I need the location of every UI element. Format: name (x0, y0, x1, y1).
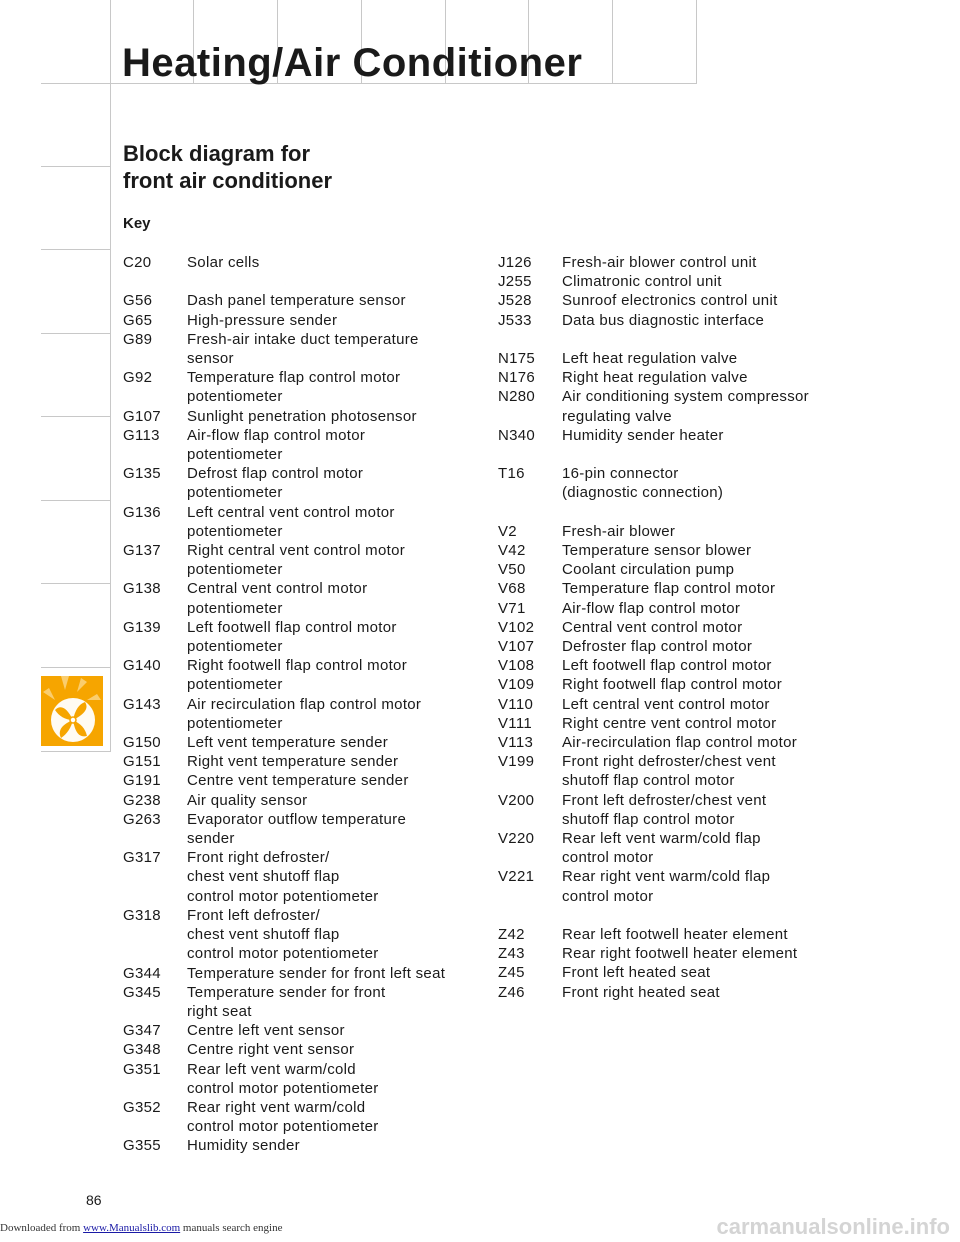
component-description: Data bus diagnostic interface (562, 311, 765, 329)
key-entry (498, 368, 858, 387)
key-entry (123, 714, 493, 733)
key-entry (498, 253, 858, 272)
key-entry (498, 579, 858, 598)
component-code (123, 829, 187, 848)
subtitle-line-2: front air conditioner (123, 168, 332, 193)
component-description: Rear right vent warm/cold (187, 1098, 366, 1116)
component-code: V68 (498, 580, 526, 598)
component-code: G345 (123, 983, 161, 1001)
component-description: Rear left vent warm/cold (187, 1060, 356, 1078)
component-description: control motor (562, 887, 654, 905)
component-description: Rear left footwell heater element (562, 926, 788, 944)
page-number: 86 (86, 1192, 102, 1208)
component-description: Sunroof electronics control unit (562, 292, 778, 310)
component-description: Front left defroster/ (187, 906, 321, 924)
key-label: Key (123, 215, 151, 232)
component-code: G238 (123, 791, 161, 809)
key-entry (498, 407, 858, 426)
component-code: G151 (123, 753, 161, 771)
component-description: sender (187, 830, 235, 848)
component-code (123, 387, 187, 406)
component-code: G317 (123, 849, 161, 867)
component-code: G139 (123, 618, 161, 636)
component-description: control motor potentiometer (187, 1118, 379, 1136)
component-code: G89 (123, 330, 153, 348)
component-code (123, 944, 187, 963)
key-entry (123, 387, 493, 406)
key-list-right (498, 253, 858, 1002)
component-code: J126 (498, 254, 532, 271)
component-description: shutoff flap control motor (562, 772, 735, 790)
component-description: Front left defroster/chest vent (562, 791, 767, 809)
key-entry (123, 906, 493, 925)
key-entry (498, 887, 858, 906)
component-code (123, 599, 187, 618)
key-entry (498, 829, 858, 848)
component-code (123, 445, 187, 464)
component-code (498, 407, 562, 426)
component-description: Right footwell flap control motor (187, 657, 407, 675)
key-entry (123, 829, 493, 848)
component-description: Temperature sensor blower (562, 542, 752, 559)
component-description: Right heat regulation valve (562, 369, 748, 387)
component-description: potentiometer (187, 599, 283, 617)
component-code: V42 (498, 542, 526, 559)
component-code: Z42 (498, 926, 525, 944)
component-description: Right vent temperature sender (187, 753, 399, 771)
component-code: G355 (123, 1137, 161, 1155)
component-code: Z46 (498, 983, 525, 1001)
key-entry (123, 887, 493, 906)
key-entry (123, 1060, 493, 1079)
component-code (123, 1117, 187, 1136)
key-entry (123, 253, 493, 272)
component-code (123, 925, 187, 944)
component-description: potentiometer (187, 446, 283, 464)
key-entry (123, 330, 493, 349)
key-entry (498, 483, 858, 502)
manualslib-link[interactable]: www.Manualslib.com (83, 1222, 181, 1234)
component-description: Air-flow flap control motor (187, 426, 366, 444)
component-description: Solar cells (187, 254, 260, 271)
key-entry (123, 599, 493, 618)
key-entry (123, 1040, 493, 1059)
component-description: Right footwell flap control motor (562, 676, 782, 694)
key-entry (123, 1136, 493, 1155)
component-description: potentiometer (187, 561, 283, 579)
component-description: potentiometer (187, 676, 283, 694)
component-description: Humidity sender (187, 1137, 300, 1155)
component-description: Fresh-air blower control unit (562, 254, 757, 271)
key-entry (498, 771, 858, 790)
component-description: control motor potentiometer (187, 1079, 379, 1097)
component-code: J255 (498, 273, 532, 291)
key-entry (123, 579, 493, 598)
subtitle-line-1: Block diagram for (123, 141, 311, 166)
key-entry (123, 368, 493, 387)
key-entry (123, 1117, 493, 1136)
key-entry (498, 272, 858, 291)
component-code: G92 (123, 369, 153, 387)
key-entry (498, 387, 858, 406)
key-entry (123, 1079, 493, 1098)
component-description: chest vent shutoff flap (187, 926, 340, 944)
component-code: G352 (123, 1098, 161, 1116)
key-entry (498, 675, 858, 694)
component-description: Evaporator outflow temperature (187, 810, 407, 828)
key-entry (123, 541, 493, 560)
key-entry (123, 503, 493, 522)
component-code (123, 675, 187, 694)
component-description: control motor (562, 849, 654, 867)
key-entry (498, 944, 858, 963)
component-description: 16-pin connector (562, 465, 679, 483)
component-code (123, 1002, 187, 1021)
key-entry (123, 944, 493, 963)
component-code: V113 (498, 734, 534, 752)
key-entry (498, 656, 858, 675)
key-entry (498, 637, 858, 656)
component-code: V111 (498, 714, 533, 732)
component-code: N280 (498, 388, 536, 406)
key-entry (498, 349, 858, 368)
component-code (498, 483, 562, 502)
component-code: G136 (123, 503, 161, 521)
component-code: Z43 (498, 945, 525, 963)
component-description: Fresh-air intake duct temperature (187, 330, 419, 348)
key-entry (498, 291, 858, 310)
component-description: Left footwell flap control motor (562, 657, 772, 675)
key-entry (498, 560, 858, 579)
component-description: control motor potentiometer (187, 887, 379, 905)
key-entry (123, 522, 493, 541)
component-code: C20 (123, 254, 152, 271)
key-entry (123, 983, 493, 1002)
component-description: Left central vent control motor (187, 503, 395, 521)
key-entry (123, 733, 493, 752)
component-description: Sunlight penetration photosensor (187, 407, 417, 425)
component-description: potentiometer (187, 388, 283, 406)
component-description: Air-recirculation flap control motor (562, 734, 798, 752)
component-description: Centre left vent sensor (187, 1022, 345, 1040)
component-code: N175 (498, 350, 536, 367)
key-entry (498, 963, 858, 982)
component-description: Central vent control motor (562, 618, 743, 636)
component-code: N176 (498, 369, 536, 387)
component-code: V108 (498, 657, 535, 675)
component-description: Front left heated seat (562, 964, 711, 982)
component-code: V2 (498, 522, 517, 540)
key-entry (498, 733, 858, 752)
key-entry (123, 867, 493, 886)
component-code: G135 (123, 465, 161, 483)
key-entry (123, 848, 493, 867)
key-entry (123, 445, 493, 464)
component-code: G344 (123, 964, 161, 982)
component-description: Right central vent control motor (187, 542, 406, 560)
key-entry (498, 695, 858, 714)
key-entry (498, 791, 858, 810)
key-entry (498, 311, 858, 330)
key-entry (498, 464, 858, 483)
component-description: Left footwell flap control motor (187, 618, 397, 636)
component-code: G137 (123, 542, 161, 560)
watermark: carmanualsonline.info (716, 1214, 950, 1239)
key-entry (498, 810, 858, 829)
component-code: G140 (123, 657, 161, 675)
component-description: Left heat regulation valve (562, 350, 738, 367)
component-code: V200 (498, 791, 535, 809)
key-entry (123, 925, 493, 944)
sun-fan-icon (41, 676, 103, 746)
component-description: Rear right vent warm/cold flap (562, 868, 771, 886)
component-code: G318 (123, 906, 161, 924)
key-entry (123, 1002, 493, 1021)
component-code (123, 637, 187, 656)
component-code: G347 (123, 1022, 161, 1040)
key-entry (123, 810, 493, 829)
component-code (123, 560, 187, 579)
component-code: V50 (498, 561, 526, 579)
component-code (123, 887, 187, 906)
component-description: Fresh-air blower (562, 522, 676, 540)
component-code: V221 (498, 868, 535, 886)
key-entry (498, 618, 858, 637)
component-code (123, 867, 187, 886)
component-code: G113 (123, 426, 160, 444)
component-code: G351 (123, 1060, 161, 1078)
component-description: potentiometer (187, 638, 283, 656)
component-code: G150 (123, 734, 161, 752)
component-description: Temperature flap control motor (187, 369, 401, 387)
footer-prefix: Downloaded from (0, 1222, 84, 1234)
component-code (123, 714, 187, 733)
component-description: Humidity sender heater (562, 426, 724, 444)
component-code: G191 (123, 772, 161, 790)
component-code: G143 (123, 695, 161, 713)
component-code: Z45 (498, 964, 525, 982)
key-entry (123, 426, 493, 445)
component-description: chest vent shutoff flap (187, 868, 340, 886)
key-entry (498, 752, 858, 771)
component-description: Central vent control motor (187, 580, 368, 598)
component-description: regulating valve (562, 407, 672, 425)
component-description: Rear left vent warm/cold flap (562, 830, 761, 848)
key-entry (123, 752, 493, 771)
component-description: Front right defroster/chest vent (562, 753, 776, 771)
key-entry (123, 349, 493, 368)
page-title: Heating/Air Conditioner (122, 40, 583, 85)
component-description: Coolant circulation pump (562, 561, 735, 579)
component-code (123, 522, 187, 541)
component-code: V109 (498, 676, 535, 694)
key-entry (498, 714, 858, 733)
component-code: T16 (498, 465, 525, 483)
component-description: Defrost flap control motor (187, 465, 364, 483)
component-description: shutoff flap control motor (562, 810, 735, 828)
key-entry (498, 867, 858, 886)
download-footer (0, 1222, 282, 1234)
component-code: G65 (123, 311, 153, 329)
component-code: V107 (498, 638, 535, 656)
component-code (123, 349, 187, 368)
component-description: (diagnostic connection) (562, 484, 724, 502)
key-entry (498, 522, 858, 541)
component-code: G138 (123, 580, 161, 598)
key-entry (123, 964, 493, 983)
component-code (498, 810, 562, 829)
component-description: control motor potentiometer (187, 945, 379, 963)
key-entry (123, 291, 493, 310)
component-code: V71 (498, 599, 526, 617)
component-description: Front right heated seat (562, 983, 720, 1001)
component-description: potentiometer (187, 522, 283, 540)
component-code: J528 (498, 292, 532, 310)
component-description: Temperature flap control motor (562, 580, 776, 598)
component-description: High-pressure sender (187, 311, 338, 329)
component-code (123, 1079, 187, 1098)
component-code: V102 (498, 618, 535, 636)
section-subtitle (123, 140, 332, 194)
key-entry (123, 637, 493, 656)
key-entry (123, 695, 493, 714)
key-entry (498, 426, 858, 445)
component-code: V110 (498, 695, 534, 713)
key-entry (498, 983, 858, 1002)
component-description: Left central vent control motor (562, 695, 770, 713)
component-description: Centre vent temperature sender (187, 772, 409, 790)
component-code (498, 771, 562, 790)
component-description: Rear right footwell heater element (562, 945, 798, 963)
key-entry (123, 1098, 493, 1117)
component-description: potentiometer (187, 714, 283, 732)
component-code: G107 (123, 407, 161, 425)
key-entry (123, 407, 493, 426)
key-entry (123, 483, 493, 502)
component-description: Air-flow flap control motor (562, 599, 741, 617)
component-description: Air quality sensor (187, 791, 308, 809)
component-code (123, 483, 187, 502)
key-entry (498, 848, 858, 867)
component-description: Temperature sender for front left seat (187, 964, 446, 982)
component-code: G263 (123, 810, 161, 828)
component-description: Left vent temperature sender (187, 734, 389, 752)
component-description: Air conditioning system compressor (562, 388, 809, 406)
key-entry (123, 560, 493, 579)
key-entry (123, 618, 493, 637)
component-code: V199 (498, 753, 535, 771)
component-description: Centre right vent sensor (187, 1041, 355, 1059)
key-entry (123, 675, 493, 694)
key-entry (498, 599, 858, 618)
footer-suffix: manuals search engine (180, 1222, 283, 1234)
component-code: G348 (123, 1041, 161, 1059)
key-entry (123, 1021, 493, 1040)
component-code: G56 (123, 292, 153, 310)
key-entry (123, 656, 493, 675)
key-entry (498, 925, 858, 944)
component-code (498, 887, 562, 906)
component-description: potentiometer (187, 484, 283, 502)
component-code: N340 (498, 426, 536, 444)
key-entry (498, 541, 858, 560)
key-entry (123, 791, 493, 810)
component-description: Dash panel temperature sensor (187, 292, 406, 310)
component-description: right seat (187, 1002, 252, 1020)
component-description: Front right defroster/ (187, 849, 330, 867)
component-description: Air recirculation flap control motor (187, 695, 422, 713)
component-code (498, 848, 562, 867)
key-entry (123, 771, 493, 790)
component-description: Defroster flap control motor (562, 638, 753, 656)
key-entry (123, 464, 493, 483)
component-description: Temperature sender for front (187, 983, 386, 1001)
key-entry (123, 311, 493, 330)
component-description: Right centre vent control motor (562, 714, 777, 732)
component-description: Climatronic control unit (562, 273, 722, 291)
key-list-left (123, 253, 493, 1156)
component-description: sensor (187, 350, 234, 367)
component-code: V220 (498, 830, 535, 848)
component-code: J533 (498, 311, 532, 329)
